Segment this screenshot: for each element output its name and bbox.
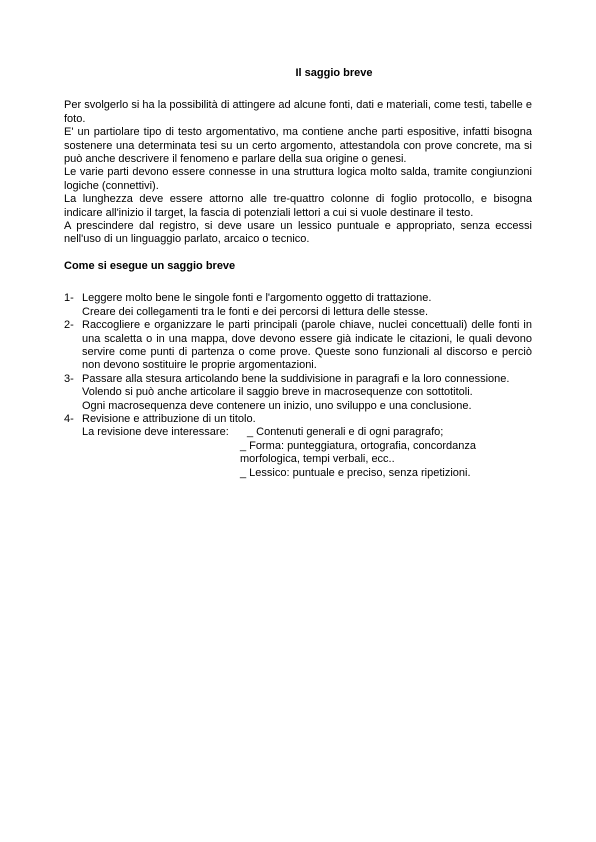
list-item: [64, 413, 532, 480]
document-title: Il saggio breve: [295, 67, 373, 79]
revision-item: morfologica, tempi verbali, ecc..: [240, 453, 395, 466]
document-page: [64, 67, 532, 480]
list-item: [64, 292, 532, 319]
steps-list: [64, 292, 532, 480]
list-item: [64, 373, 532, 413]
revision-block: [82, 426, 532, 480]
step-text: Raccogliere e organizzare le parti principali (parole chiave, nuclei concettuali) delle fonti in una scaletta o in una mappa, dove devono essere già indicate le citazioni, le quali devono servire come punti di partenza o come prove. Queste sono funzionali al discorso e perciò non devono sostituire le proprie argomentazioni.: [82, 319, 532, 372]
revision-label: La revisione deve interessare:: [82, 426, 229, 439]
step-number: 2-: [64, 319, 74, 332]
step-text: Ogni macrosequenza deve contenere un inizio, uno sviluppo e una conclusione.: [82, 399, 472, 412]
intro-paragraph: Per svolgerlo si ha la possibilità di attingere ad alcune fonti, dati e materiali, come testi, tabelle e foto.: [64, 99, 532, 125]
intro-paragraph: A prescindere dal registro, si deve usare un lessico puntuale e appropriato, senza eccessi nell'uso di un linguaggio parlato, arcaico o tecnico.: [64, 220, 532, 246]
intro-paragraph: La lunghezza deve essere attorno alle tre-quattro colonne di foglio protocollo, e bisogna indicare all'inizio il target, la fascia di potenziali lettori a cui si vuole destinare il testo.: [64, 193, 532, 219]
list-item: [64, 319, 532, 373]
step-number: 3-: [64, 372, 74, 385]
step-text: Passare alla stesura articolando bene la suddivisione in paragrafi e la loro connessione.: [82, 372, 510, 385]
revision-item: _ Contenuti generali e di ogni paragrafo;: [247, 426, 444, 439]
revision-item: _ Forma: punteggiatura, ortografia, concordanza: [240, 439, 477, 452]
step-text: Volendo si può anche articolare il saggio breve in macrosequenze con sottotitoli.: [82, 386, 473, 399]
step-text: Revisione e attribuzione di un titolo.: [82, 412, 256, 425]
step-number: 1-: [64, 292, 74, 305]
section-heading: Come si esegue un saggio breve: [64, 259, 236, 272]
step-text: Leggere molto bene le singole fonti e l'argomento oggetto di trattazione.: [82, 292, 432, 305]
step-number: 4-: [64, 412, 74, 425]
intro-section: [64, 99, 532, 246]
revision-item: _ Lessico: puntuale e preciso, senza ripetizioni.: [240, 466, 471, 479]
intro-paragraph: Le varie parti devono essere connesse in una struttura logica molto salda, tramite congiunzioni logiche (connettivi).: [64, 166, 532, 192]
step-text: Creare dei collegamenti tra le fonti e dei percorsi di lettura delle stesse.: [82, 305, 429, 318]
intro-paragraph: E' un partiolare tipo di testo argomentativo, ma contiene anche parti espositive, infatti bisogna sostenere una determinata tesi su un certo argomento, attestandola con prove concrete, ma si può anche descrivere il fenomeno e parlare della sua origine o genesi.: [64, 126, 532, 166]
